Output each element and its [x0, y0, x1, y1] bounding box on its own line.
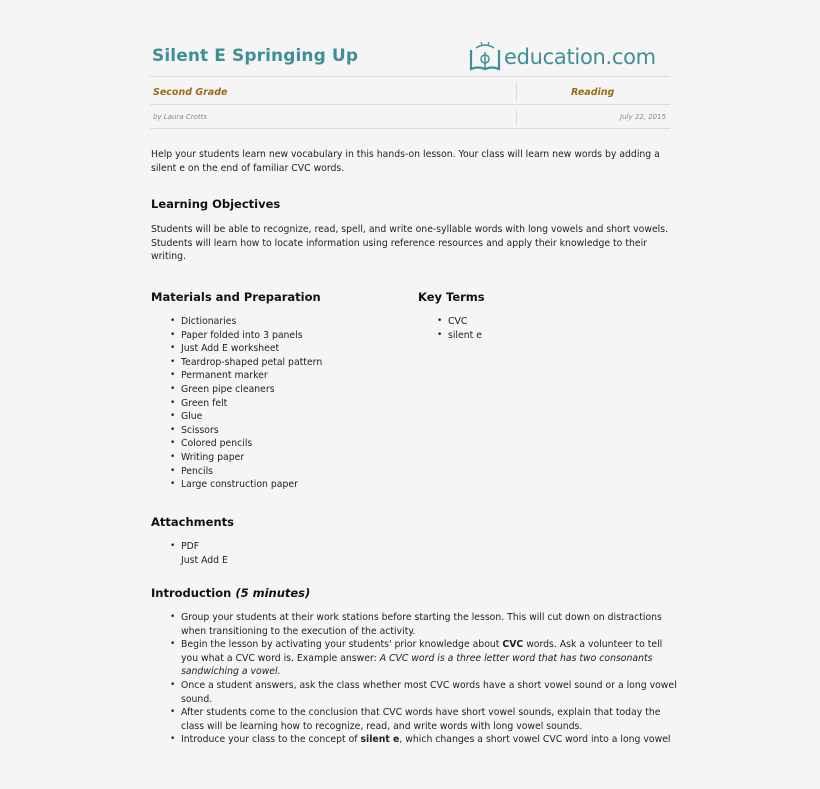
step-line: sound. [181, 693, 213, 705]
example-answer: A CVC word is a three letter word that has two consonants [379, 652, 653, 664]
step-line: • After students come to the conclusion that CVC words have short vowel sounds, explain that today the [181, 707, 661, 719]
list-item: • Green pipe cleaners [170, 383, 322, 397]
list-item: • Colored pencils [170, 437, 322, 451]
step-line: class will be learning how to recognize, read, and write words with long vowel sounds. [181, 720, 583, 732]
summary-line: Help your students learn new vocabulary in this hands-on lesson. Your class will learn new words by adding a [151, 149, 660, 160]
step-line: • Once a student answers, ask the class whether most CVC words have a short vowel sound or a long vowel [181, 679, 677, 691]
logo-text: education.com [504, 45, 656, 69]
list-item [170, 611, 677, 638]
list-item: • CVC [437, 315, 482, 329]
list-item: • Paper folded into 3 panels [170, 329, 322, 343]
list-item: • Just Add E worksheet [170, 342, 322, 356]
step-line [181, 638, 677, 652]
objectives-line: Students will learn how to locate information using reference resources and apply their knowledge to their [151, 237, 647, 249]
list-item: • Pencils [170, 465, 322, 479]
book-lightbulb-icon [468, 42, 502, 72]
step-line [181, 652, 677, 666]
step-text: you what a CVC word is. Example answer: [181, 652, 380, 664]
materials-heading: Materials and Preparation [151, 290, 321, 304]
step-text: , which changes a short vowel CVC word into a long vowel [399, 734, 671, 746]
step-line: when transitioning to the execution of the activity. [181, 625, 416, 637]
lesson-title: Silent E Springing Up [152, 46, 359, 66]
key-terms-heading: Key Terms [418, 290, 485, 304]
subject-label: Reading [571, 87, 615, 98]
step-line [181, 733, 677, 747]
materials-list [170, 315, 322, 492]
list-item: • Teardrop-shaped petal pattern [170, 356, 322, 370]
objectives-line: Students will be able to recognize, read, spell, and write one-syllable words with long vowels and short vowels. [151, 224, 669, 235]
key-terms-list [437, 315, 482, 342]
attachments-heading: Attachments [151, 515, 234, 529]
list-item: • Writing paper [170, 451, 322, 465]
step-text: Begin the lesson by activating your students' prior knowledge about [181, 639, 503, 651]
education-logo[interactable] [468, 42, 656, 72]
list-item: • silent e [437, 329, 482, 343]
lesson-summary [151, 148, 660, 175]
date-label: July 22, 2015 [620, 113, 666, 121]
example-answer: sandwiching a vowel. [181, 666, 281, 678]
header-rule-middle [150, 104, 670, 105]
header-divider-1 [516, 82, 517, 101]
objectives-line: writing. [151, 251, 186, 262]
list-item [170, 733, 677, 747]
objectives-text [151, 223, 668, 264]
introduction-steps [170, 611, 677, 747]
author-label: by Laura Crotts [153, 113, 208, 121]
header-rule-bottom [150, 128, 670, 129]
header-divider-2 [516, 109, 517, 125]
objectives-heading: Learning Objectives [151, 197, 281, 211]
list-item: • Dictionaries [170, 315, 322, 329]
list-item: • Large construction paper [170, 478, 322, 492]
step-term: silent e [360, 734, 400, 746]
list-item [170, 638, 677, 679]
header-rule-top [150, 76, 670, 77]
attachment-link[interactable]: Just Add E [181, 554, 228, 566]
step-term: CVC [502, 639, 524, 651]
list-item [170, 679, 677, 706]
list-item [170, 706, 677, 733]
attachments-list [170, 540, 228, 567]
introduction-heading [151, 586, 310, 600]
list-item: • Scissors [170, 424, 322, 438]
introduction-duration: (5 minutes) [235, 586, 311, 600]
list-item: • Green felt [170, 397, 322, 411]
summary-line: silent e on the end of familiar CVC words. [151, 162, 345, 174]
attachment-link[interactable]: • PDF [170, 540, 228, 554]
step-text: Introduce your class to the concept of [181, 734, 361, 746]
list-item: • Permanent marker [170, 369, 322, 383]
step-line: • Group your students at their work stations before starting the lesson. This will cut down on distractions [181, 612, 662, 623]
step-text: words. Ask a volunteer to tell [523, 639, 663, 651]
list-item: • Glue [170, 410, 322, 424]
grade-label: Second Grade [153, 87, 228, 98]
introduction-heading-text: Introduction [151, 586, 232, 600]
